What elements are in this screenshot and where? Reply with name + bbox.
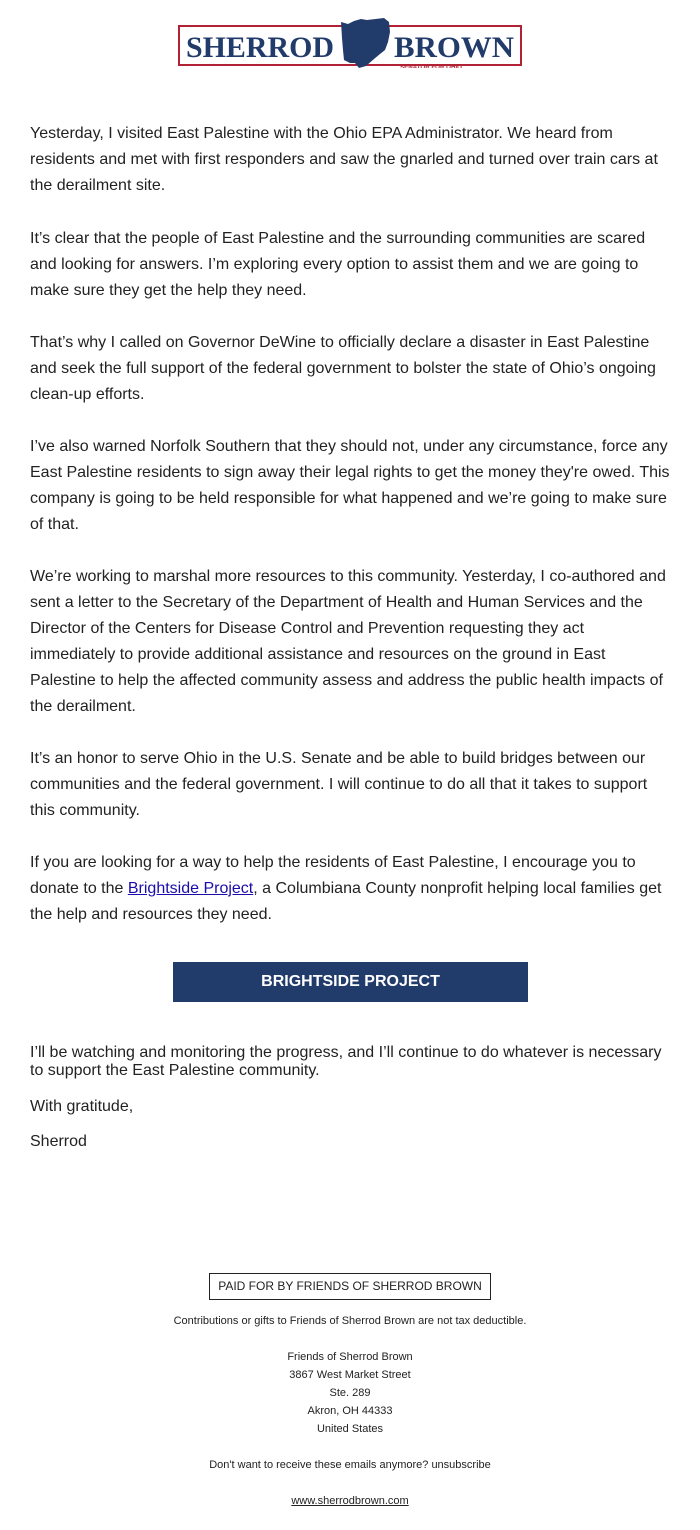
body-paragraph-4: I’ve also warned Norfolk Southern that they should not, under any circumstance, force any East Palestine residents to sign away their legal rights to get the money they're owed. This company is going to be held responsible for what happened and we’re going to make sure of that. xyxy=(30,438,670,533)
logo-name-first: SHERROD xyxy=(186,31,334,64)
body-paragraph-5: We’re working to marshal more resources to this community. Yesterday, I co-authored and sent a letter to the Secretary of the Department of Health and Human Services and the Director of the Centers for Disease Control and Prevention requesting they act immediately to provide additional assistance and resources on the ground in East Palestine to help the affected community assess and address the public health impacts of the derailment. xyxy=(30,568,666,715)
logo-graphic xyxy=(178,18,522,68)
paid-for-disclaimer-box: PAID FOR BY FRIENDS OF SHERROD BROWN xyxy=(209,1273,491,1300)
logo-name-last: BROWN xyxy=(394,31,515,64)
signature: Sherrod xyxy=(30,1133,87,1150)
body-paragraph-3: That’s why I called on Governor DeWine to officially declare a disaster in East Palestine and seek the full support of the federal government to bolster the state of Ohio’s ongoing clean-up efforts. xyxy=(30,334,656,403)
sherrod-brown-logo xyxy=(178,18,522,68)
paragraph-7-tail: , a Columbiana County nonprofit helping local families get the help and resources they need. xyxy=(30,880,662,923)
body-paragraph-1: Yesterday, I visited East Palestine with the Ohio EPA Administrator. We heard from residents and met with first responders and saw the gnarled and turned over train cars at the derailment site. xyxy=(30,125,658,194)
body-paragraph-6: It’s an honor to serve Ohio in the U.S. Senate and be able to build bridges between our communities and the federal government. I will continue to do all that it takes to support this community. xyxy=(30,750,648,819)
paragraph-7-lead: If you are looking for a way to help the residents of East Palestine, I encourage you to donate to the xyxy=(30,854,636,897)
website-link[interactable]: www.sherrodbrown.com xyxy=(291,1495,409,1507)
body-paragraph-2: It’s clear that the people of East Palestine and the surrounding communities are scared and looking for answers. I’m exploring every option to assist them and we are going to make sure they get the help they need. xyxy=(30,230,646,299)
body-paragraph-7 xyxy=(30,850,670,928)
brightside-project-link[interactable]: Brightside Project xyxy=(127,880,254,897)
closing-paragraph: I’ll be watching and monitoring the progress, and I’ll continue to do whatever is necessary to support the East Palestine community. xyxy=(30,1044,662,1079)
unsubscribe-line[interactable]: Don't want to receive these emails anymore? unsubscribe xyxy=(209,1459,491,1471)
address-country: United States xyxy=(316,1423,384,1435)
tax-disclaimer: Contributions or gifts to Friends of Sherrod Brown are not tax deductible. xyxy=(173,1315,527,1327)
brightside-project-button[interactable]: BRIGHTSIDE PROJECT xyxy=(173,962,528,1002)
address-city: Akron, OH 44333 xyxy=(307,1405,393,1417)
address-org: Friends of Sherrod Brown xyxy=(287,1351,413,1363)
website-footer xyxy=(0,1492,700,1510)
sign-off: With gratitude, xyxy=(30,1098,134,1115)
address-suite: Ste. 289 xyxy=(329,1387,371,1399)
address-street: 3867 West Market Street xyxy=(289,1369,411,1381)
logo-tagline: SENATOR FOR OHIO xyxy=(400,65,463,68)
